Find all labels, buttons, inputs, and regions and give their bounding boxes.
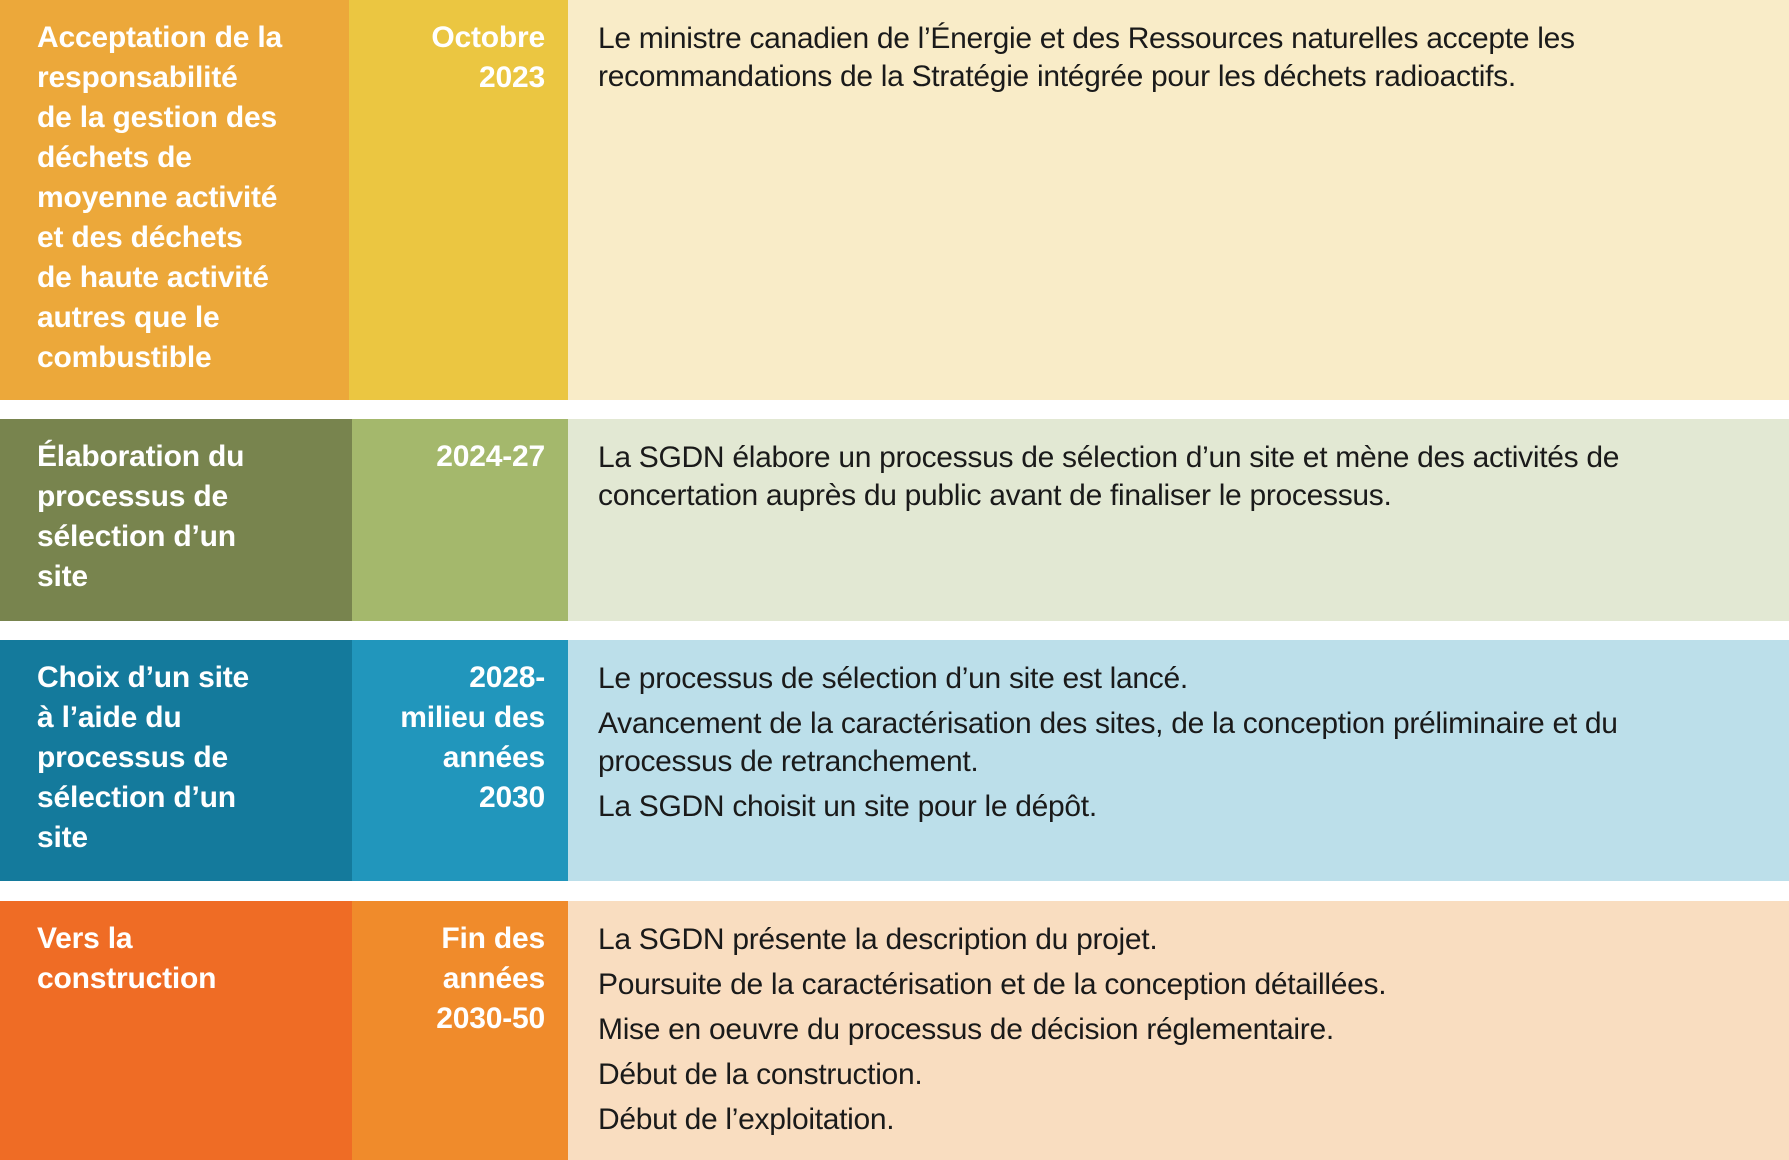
phase-label-line: de haute activité (37, 261, 269, 294)
description-text: Le processus de sélection d’un site est lancé. (598, 662, 1188, 695)
phase-label-line: combustible (37, 341, 212, 374)
description-text: La SGDN élabore un processus de sélection d’un site et mène des activités de concertation auprès du public avant de finaliser le processus. (598, 441, 1620, 512)
description-text: Poursuite de la caractérisation et de la conception détaillées. (598, 968, 1387, 1001)
phase-cell (0, 640, 352, 881)
date-label-line: 2024-27 (436, 440, 545, 473)
date-label-line: Octobre (431, 21, 545, 54)
phase-label-line: à l’aide du (37, 701, 182, 734)
date-cell (352, 901, 568, 1160)
phase-label-line: Acceptation de la (37, 21, 282, 54)
phase-label-line: Élaboration du (37, 440, 245, 473)
phase-label-line: et des déchets (37, 221, 243, 254)
date-cell (349, 0, 568, 400)
phase-cell (0, 901, 352, 1160)
phase-cell (0, 419, 352, 621)
date-label-line: 2030-50 (436, 1002, 545, 1035)
phase-label-line: déchets de (37, 141, 192, 174)
date-cell (352, 419, 568, 621)
date-label-line: 2023 (479, 61, 545, 94)
description-text: Mise en oeuvre du processus de décision réglementaire. (598, 1013, 1334, 1046)
date-label-line: Fin des (441, 922, 545, 955)
description-text: Le ministre canadien de l’Énergie et des Ressources naturelles accepte les recommandations de la Stratégie intégrée pour les déchets radioactifs. (598, 22, 1575, 93)
date-label-line: années (442, 962, 545, 995)
description-cell (568, 640, 1789, 881)
phase-label-line: construction (37, 962, 217, 995)
phase-label-line: de la gestion des (37, 101, 277, 134)
description-text: La SGDN choisit un site pour le dépôt. (598, 790, 1097, 823)
date-label-line: milieu des (400, 701, 545, 734)
timeline-row (0, 0, 1789, 400)
phase-label-line: sélection d’un (37, 520, 236, 553)
description-cell (568, 419, 1789, 621)
phase-label-line: Vers la (37, 922, 133, 955)
description-cell (568, 0, 1789, 400)
phase-label-line: Choix d’un site (37, 661, 250, 694)
timeline-row (0, 419, 1789, 621)
date-label-line: 2028- (469, 661, 545, 694)
phase-label-line: processus de (37, 741, 229, 774)
phase-label-line: site (37, 821, 88, 854)
date-label-line: années (442, 741, 545, 774)
description-text: La SGDN présente la description du projet. (598, 923, 1158, 956)
date-label-line: 2030 (479, 781, 545, 814)
timeline-row (0, 901, 1789, 1160)
phase-label-line: autres que le (37, 301, 220, 334)
description-text: Début de la construction. (598, 1058, 923, 1091)
date-cell (352, 640, 568, 881)
phase-cell (0, 0, 349, 400)
description-text: Début de l’exploitation. (598, 1103, 895, 1136)
phase-label-line: sélection d’un (37, 781, 236, 814)
phase-label-line: moyenne activité (37, 181, 278, 214)
phase-label-line: site (37, 560, 88, 593)
phase-label-line: processus de (37, 480, 229, 513)
timeline-row (0, 640, 1789, 881)
description-cell (568, 901, 1789, 1160)
phase-label-line: responsabilité (37, 61, 238, 94)
description-text: Avancement de la caractérisation des sites, de la conception préliminaire et du processus de retranchement. (598, 707, 1618, 778)
